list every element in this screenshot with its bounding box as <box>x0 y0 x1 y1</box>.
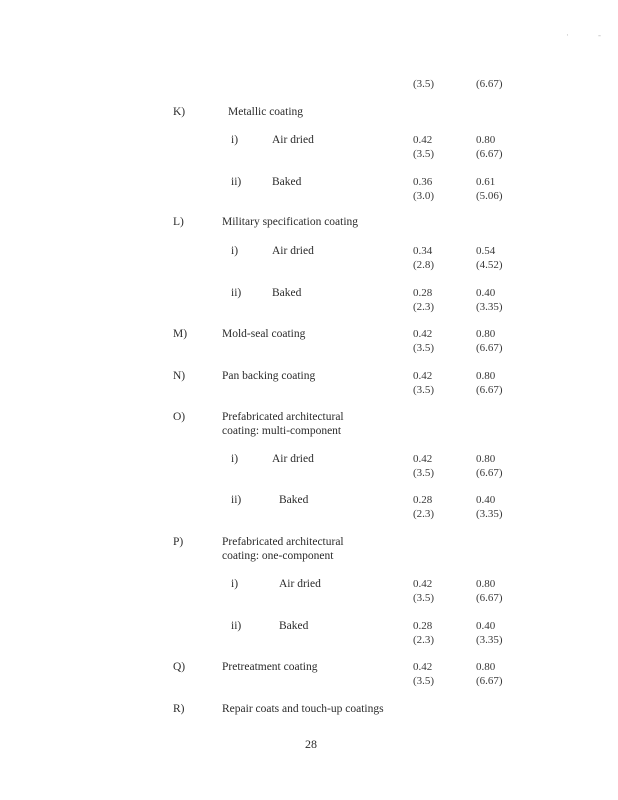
corner-mark: · <box>566 30 569 40</box>
value-a-sub: (3.5) <box>413 384 435 396</box>
value-b-sub: (3.35) <box>476 508 503 520</box>
value-a-sub: (3.5) <box>413 467 435 479</box>
value-a-sub: (3.0) <box>413 190 435 202</box>
value-b-sub: (3.35) <box>476 634 503 646</box>
value-a-sub: (3.5) <box>413 675 435 687</box>
value-a-sub: (2.3) <box>413 301 435 313</box>
corner-mark: - <box>598 30 601 40</box>
section-title: Mold-seal coating <box>222 328 306 340</box>
item-label: Baked <box>279 620 309 632</box>
value-a: 0.42 <box>413 370 433 382</box>
item-label: Air dried <box>272 453 314 465</box>
item-label: Air dried <box>272 134 314 146</box>
section-title: Prefabricated architectural <box>222 411 344 423</box>
item-label: Air dried <box>279 578 321 590</box>
value-b: 0.80 <box>476 370 496 382</box>
item-number: i) <box>231 578 239 590</box>
value-a: 0.28 <box>413 494 433 506</box>
item-number: ii) <box>231 620 242 632</box>
value-b: 0.61 <box>476 176 496 188</box>
item-number: ii) <box>231 287 242 299</box>
value-a: 0.42 <box>413 328 433 340</box>
section-letter: Q) <box>173 661 186 673</box>
value-b-sub: (6.67) <box>476 148 503 160</box>
item-number: ii) <box>231 176 242 188</box>
value-a: 0.42 <box>413 453 433 465</box>
section-title: Prefabricated architectural <box>222 536 344 548</box>
value-a: 0.42 <box>413 578 433 590</box>
value-b: 0.80 <box>476 578 496 590</box>
item-number: i) <box>231 453 239 465</box>
section-letter: N) <box>173 370 186 382</box>
section-title: Military specification coating <box>222 216 359 228</box>
value-a-sub: (3.5) <box>413 78 435 90</box>
section-letter: O) <box>173 411 186 423</box>
value-a: 0.42 <box>413 134 433 146</box>
value-b-sub: (3.35) <box>476 301 503 313</box>
item-label: Air dried <box>272 245 314 257</box>
section-title: Metallic coating <box>228 106 304 118</box>
section-title-line2: coating: one-component <box>222 550 334 562</box>
item-number: ii) <box>231 494 242 506</box>
value-a: 0.28 <box>413 287 433 299</box>
value-a-sub: (2.3) <box>413 634 435 646</box>
section-letter: R) <box>173 703 185 715</box>
section-letter: M) <box>173 328 188 340</box>
value-b: 0.80 <box>476 661 496 673</box>
value-b-sub: (6.67) <box>476 675 503 687</box>
value-a-sub: (3.5) <box>413 342 435 354</box>
item-label: Baked <box>279 494 309 506</box>
value-b-sub: (5.06) <box>476 190 503 202</box>
item-number: i) <box>231 134 239 146</box>
value-a-sub: (2.3) <box>413 508 435 520</box>
value-a-sub: (2.8) <box>413 259 435 271</box>
value-b-sub: (6.67) <box>476 592 503 604</box>
value-b-sub: (4.52) <box>476 259 503 271</box>
item-label: Baked <box>272 176 302 188</box>
value-a: 0.42 <box>413 661 433 673</box>
section-letter: L) <box>173 216 184 228</box>
value-a-sub: (3.5) <box>413 148 435 160</box>
value-a-sub: (3.5) <box>413 592 435 604</box>
page-number: 28 <box>305 737 317 751</box>
value-b-sub: (6.67) <box>476 467 503 479</box>
value-b: 0.54 <box>476 245 496 257</box>
value-b: 0.40 <box>476 287 496 299</box>
value-a: 0.36 <box>413 176 433 188</box>
item-label: Baked <box>272 287 302 299</box>
value-a: 0.28 <box>413 620 433 632</box>
value-b: 0.80 <box>476 328 496 340</box>
value-b: 0.80 <box>476 134 496 146</box>
value-b: 0.80 <box>476 453 496 465</box>
value-b-sub: (6.67) <box>476 342 503 354</box>
value-a: 0.34 <box>413 245 433 257</box>
value-b: 0.40 <box>476 494 496 506</box>
section-title: Pan backing coating <box>222 370 316 382</box>
section-title: Repair coats and touch-up coatings <box>222 703 384 715</box>
item-number: i) <box>231 245 239 257</box>
section-title-line2: coating: multi-component <box>222 425 342 437</box>
section-title: Pretreatment coating <box>222 661 318 673</box>
section-letter: P) <box>173 536 184 548</box>
value-b: 0.40 <box>476 620 496 632</box>
section-letter: K) <box>173 106 186 118</box>
value-b-sub: (6.67) <box>476 78 503 90</box>
value-b-sub: (6.67) <box>476 384 503 396</box>
